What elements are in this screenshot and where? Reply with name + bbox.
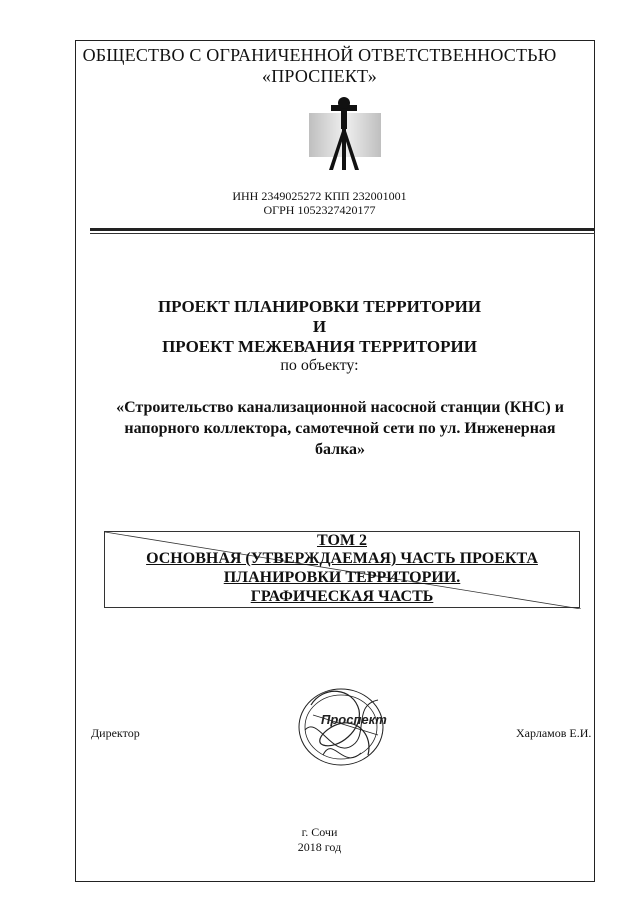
director-label: Директор — [91, 726, 140, 740]
title-line4: по объекту: — [280, 357, 359, 374]
object-title-line2: напорного коллектора, самотечной сети по ул. Инженерная — [124, 420, 556, 437]
header-divider-thick — [90, 228, 595, 231]
header-divider-thin — [90, 233, 595, 234]
volume-line4: ГРАФИЧЕСКАЯ ЧАСТЬ — [250, 588, 434, 605]
object-title-line1: «Строительство канализационной насосной станции (КНС) и — [116, 399, 564, 416]
volume-line2: ОСНОВНАЯ (УТВЕРЖДАЕМАЯ) ЧАСТЬ ПРОЕКТА — [146, 550, 538, 567]
object-title-line3: балка» — [314, 441, 366, 458]
org-name-line1: ОБЩЕСТВО С ОГРАНИЧЕННОЙ ОТВЕТСТВЕННОСТЬЮ — [82, 45, 557, 65]
city-label: г. Сочи — [301, 825, 338, 839]
theodolite-tripod-logo-icon — [309, 95, 381, 170]
director-name: Харламов Е.И. — [516, 726, 592, 740]
org-name-line2: «ПРОСПЕКТ» — [262, 66, 377, 86]
title-line2: И — [312, 317, 327, 336]
title-line3: ПРОЕКТ МЕЖЕВАНИЯ ТЕРРИТОРИИ — [162, 337, 477, 356]
company-seal-signature — [283, 675, 403, 775]
year-label: 2018 год — [297, 840, 342, 854]
volume-line1: ТОМ 2 — [316, 532, 367, 549]
inn-kpp-line: ИНН 2349025272 КПП 232001001 — [232, 189, 407, 203]
title-line1: ПРОЕКТ ПЛАНИРОВКИ ТЕРРИТОРИИ — [157, 297, 482, 316]
volume-line3: ПЛАНИРОВКИ ТЕРРИТОРИИ. — [223, 569, 461, 586]
ogrn-line: ОГРН 1052327420177 — [263, 203, 376, 217]
svg-text:Проспект: Проспект — [321, 712, 387, 727]
